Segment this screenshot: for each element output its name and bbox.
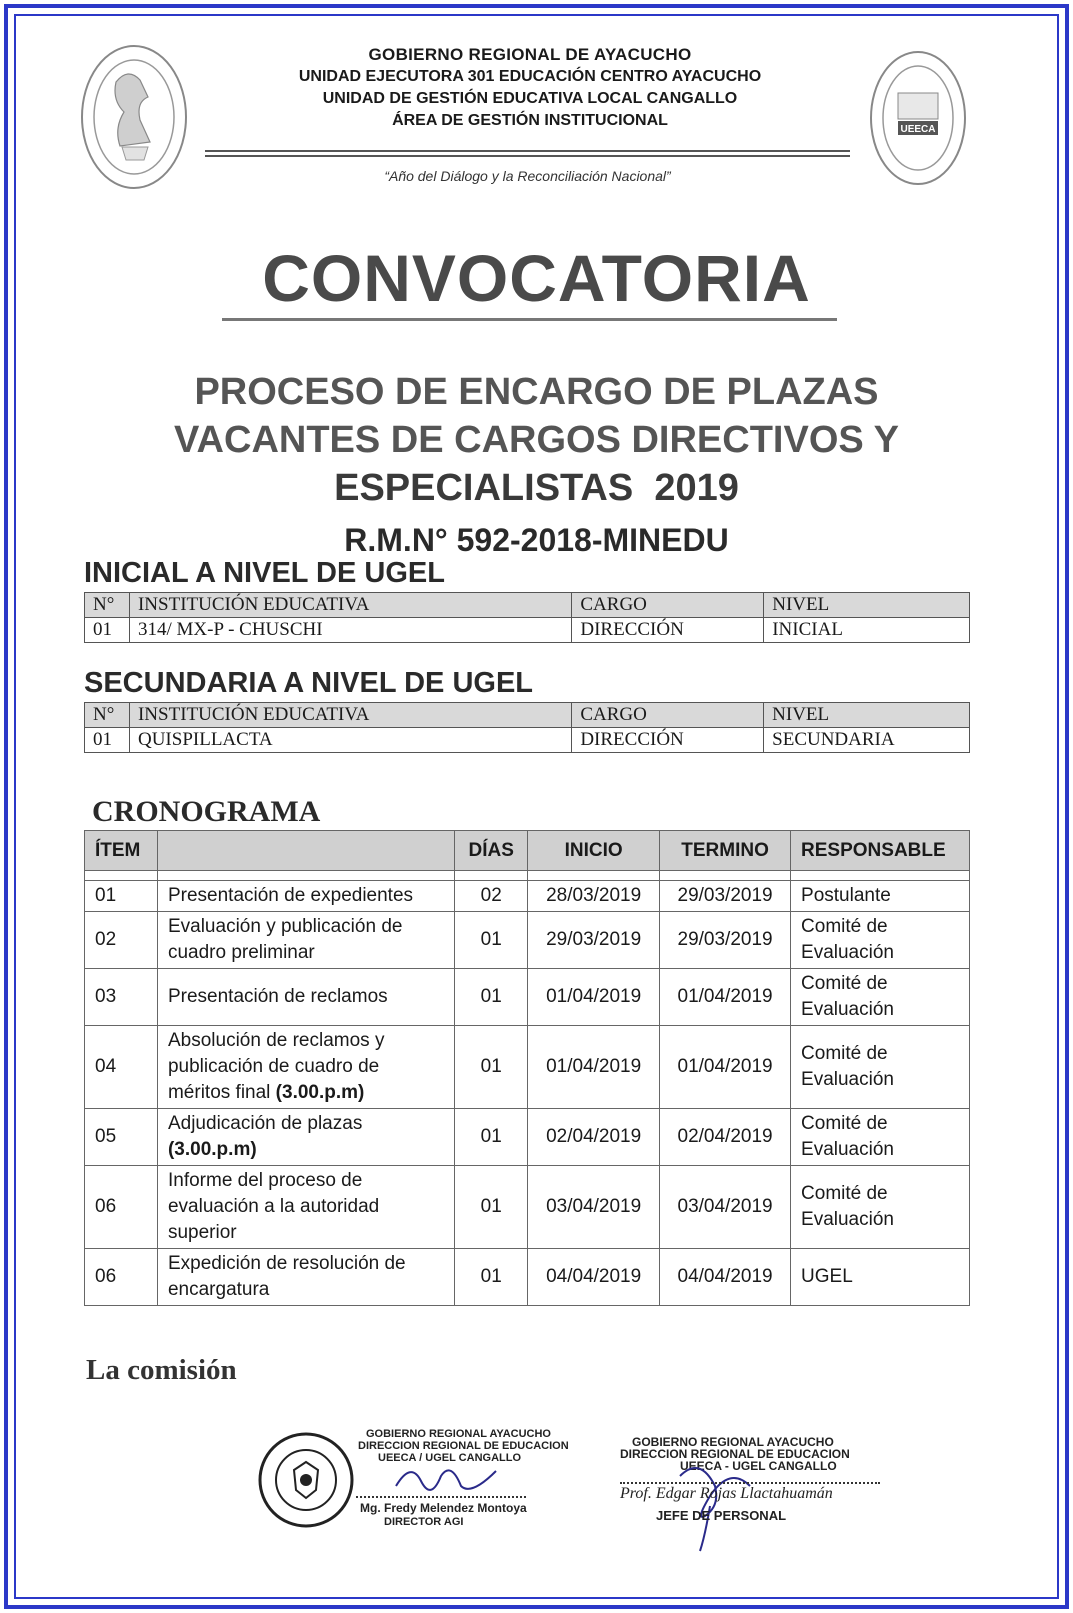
secundaria-section-title: SECUNDARIA A NIVEL DE UGEL [84, 667, 534, 699]
cell-activity [157, 1166, 454, 1249]
cell-responsible: Comité de Evaluación [791, 912, 970, 969]
subtitle-line-2: VACANTES DE CARGOS DIRECTIVOS Y [174, 419, 899, 461]
activity-time: (3.00.p.m) [167, 1139, 257, 1160]
cell-end: 29/03/2019 [660, 912, 791, 969]
cell-days: 01 [455, 1249, 528, 1306]
title-underline [222, 318, 837, 321]
cell-item: 06 [85, 1166, 158, 1249]
col-responsible: RESPONSABLE [791, 831, 970, 871]
ueeca-seal-icon [868, 48, 968, 188]
cell-start: 03/04/2019 [528, 1166, 660, 1249]
signature-block-personnel [620, 1436, 910, 1586]
seal-right-badge: UEECA [900, 124, 936, 135]
cell-item: 05 [85, 1109, 158, 1166]
signature-line [620, 1482, 880, 1484]
stamp-2-line-3: UEECA - UGEL CANGALLO [680, 1459, 837, 1473]
schedule-row [85, 1249, 970, 1306]
cell-start: 28/03/2019 [528, 881, 660, 912]
cell-days: 01 [455, 912, 528, 969]
director-role: DIRECTOR AGI [384, 1516, 464, 1528]
cell-activity [157, 881, 454, 912]
cell-days: 01 [455, 969, 528, 1026]
letterhead-line-3: UNIDAD DE GESTIÓN EDUCATIVA LOCAL CANGALLO [322, 90, 738, 107]
col-end: TERMINO [660, 831, 791, 871]
activity-text: Presentación de expedientes [167, 885, 414, 906]
cell-nivel: SECUNDARIA [764, 728, 970, 753]
cell-responsible: Postulante [791, 881, 970, 912]
col-nivel: NIVEL [764, 593, 970, 618]
cell-cargo: DIRECCIÓN [572, 728, 764, 753]
activity-text: Informe del proceso de evaluación a la autoridad superior [167, 1170, 380, 1243]
col-start: INICIO [528, 831, 660, 871]
personnel-role: JEFE DE PERSONAL [656, 1508, 787, 1523]
col-number: N° [85, 703, 130, 728]
cell-responsible: Comité de Evaluación [791, 1026, 970, 1109]
ministerial-resolution: R.M.N° 592-2018-MINEDU [344, 522, 729, 558]
col-institution: INSTITUCIÓN EDUCATIVA [129, 703, 571, 728]
col-institution: INSTITUCIÓN EDUCATIVA [129, 593, 571, 618]
cell-end: 29/03/2019 [660, 881, 791, 912]
cell-activity [157, 912, 454, 969]
cell-institution: 314/ MX-P - CHUSCHI [129, 618, 571, 643]
col-cargo: CARGO [572, 593, 764, 618]
cell-item: 02 [85, 912, 158, 969]
letterhead-line-1: GOBIERNO REGIONAL DE AYACUCHO [368, 45, 692, 64]
secundaria-table [84, 702, 970, 753]
cell-activity [157, 1109, 454, 1166]
cell-end: 01/04/2019 [660, 1026, 791, 1109]
spacer-cell [660, 871, 791, 881]
col-number: N° [85, 593, 130, 618]
col-nivel: NIVEL [764, 703, 970, 728]
schedule-row [85, 1166, 970, 1249]
director-signature-icon [386, 1456, 506, 1506]
cell-item: 01 [85, 881, 158, 912]
signature-line [356, 1496, 526, 1498]
activity-text: Evaluación y publicación de cuadro preliminar [167, 916, 403, 963]
cell-start: 29/03/2019 [528, 912, 660, 969]
cell-responsible: Comité de Evaluación [791, 969, 970, 1026]
subtitle-line-3 [40, 464, 1033, 512]
spacer-cell [791, 871, 970, 881]
ministry-stamp-icon [256, 1430, 356, 1530]
cell-days: 01 [455, 1166, 528, 1249]
cell-end: 02/04/2019 [660, 1109, 791, 1166]
cell-item: 03 [85, 969, 158, 1026]
schedule-row [85, 1026, 970, 1109]
schedule-row [85, 912, 970, 969]
activity-text: Expedición de resolución de encargatura [167, 1253, 406, 1300]
cell-number: 01 [85, 618, 130, 643]
table-header-row [85, 703, 970, 728]
signature-block-director [256, 1416, 569, 1556]
cell-days: 01 [455, 1109, 528, 1166]
cell-responsible: Comité de Evaluación [791, 1166, 970, 1249]
schedule-row [85, 1109, 970, 1166]
stamp-2-line-2: DIRECCION REGIONAL DE EDUCACION [620, 1447, 850, 1461]
cell-nivel: INICIAL [764, 618, 970, 643]
col-days: DÍAS [455, 831, 528, 871]
stamp-1-line-1: GOBIERNO REGIONAL AYACUCHO [366, 1428, 551, 1440]
activity-time: (3.00.p.m) [275, 1082, 365, 1103]
cell-end: 01/04/2019 [660, 969, 791, 1026]
cell-responsible: UGEL [791, 1249, 970, 1306]
spacer-cell [455, 871, 528, 881]
cell-start: 02/04/2019 [528, 1109, 660, 1166]
cell-activity [157, 969, 454, 1026]
personnel-signature-icon [660, 1456, 770, 1556]
schedule-spacer-row [85, 871, 970, 881]
cell-cargo: DIRECCIÓN [572, 618, 764, 643]
schedule-table [84, 830, 970, 1306]
commission-label: La comisión [86, 1354, 237, 1386]
stamp-1-line-3: UEECA / UGEL CANGALLO [378, 1452, 522, 1464]
cell-number: 01 [85, 728, 130, 753]
personnel-name: Prof. Edgar Rojas Llactahuamán [620, 1485, 833, 1502]
cell-days: 02 [455, 881, 528, 912]
activity-text: Absolución de reclamos y publicación de cuadro de méritos final [167, 1030, 385, 1103]
table-row [85, 618, 970, 643]
col-item: ÍTEM [85, 831, 158, 871]
letterhead-line-4: ÁREA DE GESTIÓN INSTITUCIONAL [392, 112, 668, 129]
stamp-2-line-1: GOBIERNO REGIONAL AYACUCHO [632, 1435, 834, 1449]
schedule-row [85, 881, 970, 912]
document-title: CONVOCATORIA [262, 241, 811, 315]
cell-end: 03/04/2019 [660, 1166, 791, 1249]
cell-start: 01/04/2019 [528, 969, 660, 1026]
spacer-cell [157, 871, 454, 881]
table-header-row [85, 593, 970, 618]
activity-text: Presentación de reclamos [167, 986, 388, 1007]
activity-text: Adjudicación de plazas [167, 1113, 363, 1134]
schedule-title: CRONOGRAMA [92, 795, 321, 828]
director-name: Mg. Fredy Melendez Montoya [360, 1501, 527, 1515]
subtitle-specialists: ESPECIALISTAS [334, 467, 634, 509]
inicial-section-title: INICIAL A NIVEL DE UGEL [84, 557, 445, 589]
cell-item: 06 [85, 1249, 158, 1306]
cell-activity [157, 1249, 454, 1306]
regional-government-seal-icon [78, 42, 190, 192]
inicial-table [84, 592, 970, 643]
letterhead [200, 44, 860, 132]
spacer-cell [85, 871, 158, 881]
cell-institution: QUISPILLACTA [129, 728, 571, 753]
cell-end: 04/04/2019 [660, 1249, 791, 1306]
cell-start: 01/04/2019 [528, 1026, 660, 1109]
cell-start: 04/04/2019 [528, 1249, 660, 1306]
cell-days: 01 [455, 1026, 528, 1109]
col-activity [157, 831, 454, 871]
cell-responsible: Comité de Evaluación [791, 1109, 970, 1166]
stamp-1-line-2: DIRECCION REGIONAL DE EDUCACION [358, 1440, 569, 1452]
document-subtitle [40, 368, 1033, 512]
table-row [85, 728, 970, 753]
cell-activity [157, 1026, 454, 1109]
schedule-row [85, 969, 970, 1026]
subtitle-year: 2019 [654, 467, 739, 509]
letterhead-line-2: UNIDAD EJECUTORA 301 EDUCACIÓN CENTRO AYACUCHO [298, 68, 762, 85]
subtitle-line-1: PROCESO DE ENCARGO DE PLAZAS [194, 371, 879, 413]
letterhead-divider [205, 150, 850, 157]
cell-item: 04 [85, 1026, 158, 1109]
year-motto: “Año del Diálogo y la Reconciliación Nacional” [384, 168, 671, 184]
spacer-cell [528, 871, 660, 881]
col-cargo: CARGO [572, 703, 764, 728]
schedule-header-row [85, 831, 970, 871]
